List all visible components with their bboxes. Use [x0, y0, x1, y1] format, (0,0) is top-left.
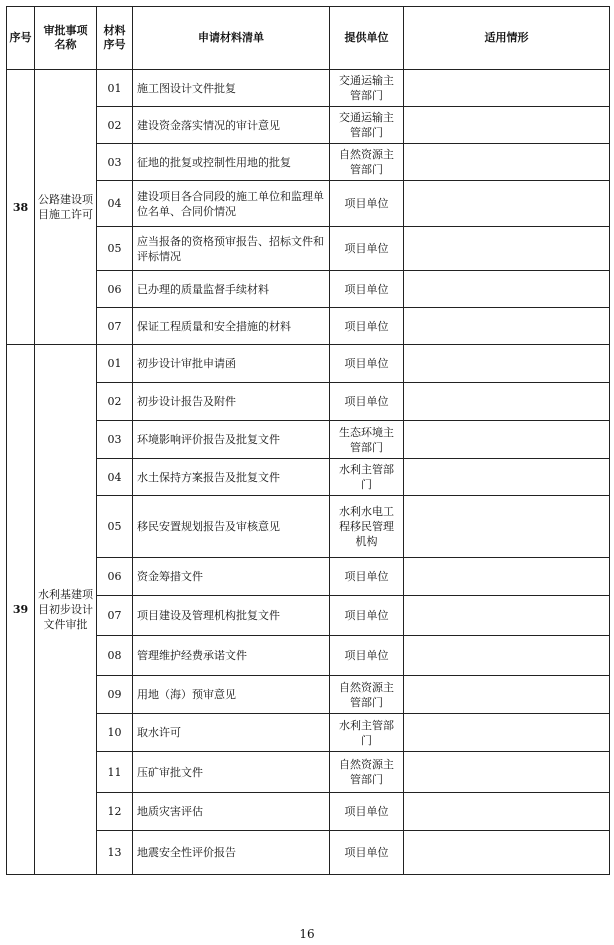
provider: 项目单位: [330, 596, 404, 636]
provider: 项目单位: [330, 227, 404, 271]
material-no: 13: [97, 831, 133, 875]
material-no: 02: [97, 383, 133, 421]
provider: 自然资源主管部门: [330, 144, 404, 181]
group-item-name: 水利基建项目初步设计文件审批: [35, 345, 97, 875]
provider: 自然资源主管部门: [330, 676, 404, 714]
material-name: 项目建设及管理机构批复文件: [133, 596, 330, 636]
group-seq: 39: [7, 345, 35, 875]
applicable: [404, 793, 610, 831]
material-no: 05: [97, 496, 133, 558]
header-row: [7, 7, 610, 70]
applicable: [404, 831, 610, 875]
provider: 项目单位: [330, 793, 404, 831]
material-name: 水土保持方案报告及批复文件: [133, 459, 330, 496]
materials-table: [6, 6, 610, 875]
table-row: [7, 714, 610, 752]
material-name: 取水许可: [133, 714, 330, 752]
material-no: 06: [97, 558, 133, 596]
applicable: [404, 181, 610, 227]
provider: 水利主管部门: [330, 714, 404, 752]
table-row: [7, 383, 610, 421]
table-row: [7, 144, 610, 181]
table-row: [7, 636, 610, 676]
table-row: [7, 107, 610, 144]
table-row: [7, 676, 610, 714]
material-name: 用地（海）预审意见: [133, 676, 330, 714]
material-no: 04: [97, 181, 133, 227]
table-row: [7, 181, 610, 227]
applicable: [404, 383, 610, 421]
material-name: 建设资金落实情况的审计意见: [133, 107, 330, 144]
applicable: [404, 636, 610, 676]
material-name: 已办理的质量监督手续材料: [133, 271, 330, 308]
material-name: 保证工程质量和安全措施的材料: [133, 308, 330, 345]
applicable: [404, 345, 610, 383]
material-no: 07: [97, 596, 133, 636]
applicable: [404, 459, 610, 496]
provider: 交通运输主管部门: [330, 70, 404, 107]
table-row: [7, 831, 610, 875]
table-row: [7, 558, 610, 596]
provider: 项目单位: [330, 558, 404, 596]
material-name: 移民安置规划报告及审核意见: [133, 496, 330, 558]
material-name: 初步设计审批申请函: [133, 345, 330, 383]
material-no: 09: [97, 676, 133, 714]
provider: 交通运输主管部门: [330, 107, 404, 144]
applicable: [404, 714, 610, 752]
material-no: 02: [97, 107, 133, 144]
material-no: 07: [97, 308, 133, 345]
applicable: [404, 558, 610, 596]
material-name: 初步设计报告及附件: [133, 383, 330, 421]
material-name: 应当报备的资格预审报告、招标文件和评标情况: [133, 227, 330, 271]
table-row: [7, 345, 610, 383]
material-no: 08: [97, 636, 133, 676]
material-no: 01: [97, 70, 133, 107]
material-name: 管理维护经费承诺文件: [133, 636, 330, 676]
material-name: 地质灾害评估: [133, 793, 330, 831]
header-material-no: 材料序号: [97, 7, 133, 70]
applicable: [404, 144, 610, 181]
material-no: 01: [97, 345, 133, 383]
applicable: [404, 107, 610, 144]
material-name: 地震安全性评价报告: [133, 831, 330, 875]
table-row: [7, 793, 610, 831]
material-no: 06: [97, 271, 133, 308]
table-row: [7, 596, 610, 636]
material-name: 建设项目各合同段的施工单位和监理单位名单、合同价情况: [133, 181, 330, 227]
table-row: [7, 271, 610, 308]
provider: 项目单位: [330, 345, 404, 383]
material-no: 11: [97, 752, 133, 793]
table-row: [7, 70, 610, 107]
material-no: 12: [97, 793, 133, 831]
applicable: [404, 496, 610, 558]
table-row: [7, 496, 610, 558]
applicable: [404, 421, 610, 459]
material-no: 04: [97, 459, 133, 496]
page-number: 16: [299, 927, 315, 941]
table-row: [7, 421, 610, 459]
material-name: 资金筹措文件: [133, 558, 330, 596]
applicable: [404, 227, 610, 271]
material-no: 03: [97, 144, 133, 181]
table-row: [7, 227, 610, 271]
provider: 项目单位: [330, 831, 404, 875]
table-row: [7, 459, 610, 496]
header-materials: 申请材料清单: [133, 7, 330, 70]
provider: 项目单位: [330, 383, 404, 421]
provider: 水利水电工程移民管理机构: [330, 496, 404, 558]
provider: 水利主管部门: [330, 459, 404, 496]
applicable: [404, 752, 610, 793]
table-row: [7, 752, 610, 793]
material-name: 施工图设计文件批复: [133, 70, 330, 107]
applicable: [404, 676, 610, 714]
applicable: [404, 271, 610, 308]
provider: 生态环境主管部门: [330, 421, 404, 459]
material-name: 征地的批复或控制性用地的批复: [133, 144, 330, 181]
material-name: 压矿审批文件: [133, 752, 330, 793]
group-item-name: 公路建设项目施工许可: [35, 70, 97, 345]
group-seq: 38: [7, 70, 35, 345]
provider: 项目单位: [330, 636, 404, 676]
material-name: 环境影响评价报告及批复文件: [133, 421, 330, 459]
material-no: 10: [97, 714, 133, 752]
applicable: [404, 70, 610, 107]
header-provider: 提供单位: [330, 7, 404, 70]
header-applicable: 适用情形: [404, 7, 610, 70]
provider: 项目单位: [330, 308, 404, 345]
header-item-name: 审批事项名称: [35, 7, 97, 70]
header-seq: 序号: [7, 7, 35, 70]
applicable: [404, 596, 610, 636]
provider: 自然资源主管部门: [330, 752, 404, 793]
material-no: 05: [97, 227, 133, 271]
provider: 项目单位: [330, 271, 404, 308]
material-no: 03: [97, 421, 133, 459]
applicable: [404, 308, 610, 345]
provider: 项目单位: [330, 181, 404, 227]
table-row: [7, 308, 610, 345]
